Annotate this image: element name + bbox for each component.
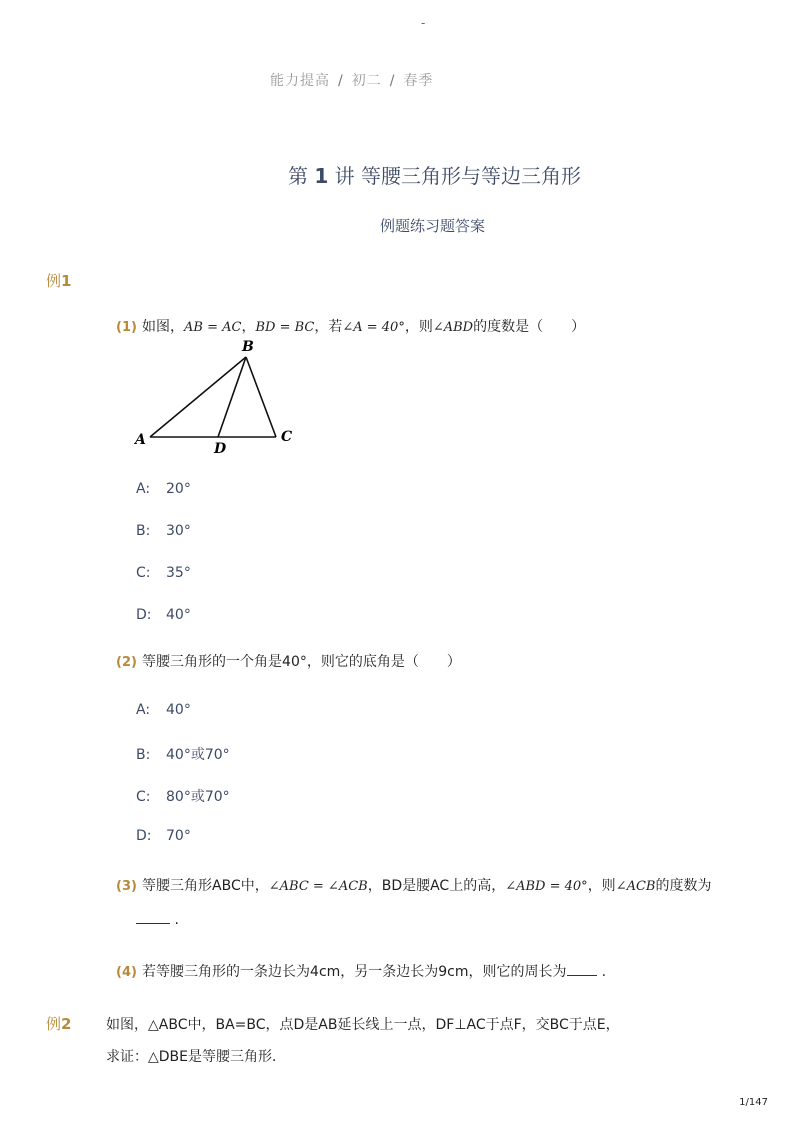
title-number: 1 [314, 164, 329, 188]
question-text: ， [241, 319, 256, 335]
option-letter: C: [136, 565, 151, 581]
label-c: C [281, 429, 293, 445]
breadcrumb-separator: / [338, 73, 344, 89]
math-expression: BD = BC [255, 320, 315, 335]
example-label-prefix: 例 [46, 272, 62, 290]
question-text: 等腰三角形ABC中， [142, 878, 269, 894]
breadcrumb [270, 70, 433, 90]
option-letter: B: [136, 523, 151, 539]
option-c[interactable] [136, 786, 230, 806]
example-label-number: 2 [61, 1015, 72, 1033]
question-text: ，若 [314, 319, 343, 335]
title-prefix: 第 [288, 164, 308, 188]
option-value: 80°或70° [166, 789, 230, 805]
option-value: 20° [166, 481, 191, 497]
option-b[interactable] [136, 744, 230, 764]
top-dash: - [421, 16, 426, 30]
math-expression: ∠ABD = 40° [505, 879, 588, 894]
example-label-number: 1 [61, 272, 72, 290]
page-title [288, 160, 581, 189]
option-c[interactable] [136, 565, 191, 581]
option-b[interactable] [136, 523, 191, 539]
option-d[interactable] [136, 828, 191, 844]
option-value: 40° [166, 702, 191, 718]
option-value: 70° [166, 828, 191, 844]
question-number: (1) [116, 320, 137, 335]
question-1 [116, 316, 585, 336]
option-letter: D: [136, 607, 152, 623]
segment-bc [246, 357, 276, 437]
question-text: 等腰三角形的一个角是40°，则它的底角是（ ） [142, 654, 461, 670]
question-text: 如图， [142, 319, 185, 335]
question-text: 的度数是（ ） [473, 319, 586, 335]
example-label-prefix: 例 [46, 1015, 62, 1033]
answer-blank-line [136, 911, 179, 928]
option-letter: A: [136, 481, 151, 497]
question-number: (3) [116, 879, 137, 894]
question-text: ，BD是腰AC上的高， [367, 878, 506, 894]
question-text: ，则 [404, 319, 433, 335]
option-letter: D: [136, 828, 152, 844]
option-d[interactable] [136, 607, 191, 623]
question-2 [116, 651, 461, 671]
option-value: 35° [166, 565, 191, 581]
page-subtitle: 例题练习题答案 [380, 217, 486, 235]
example-label [46, 270, 71, 291]
question-4 [116, 961, 606, 981]
option-letter: B: [136, 747, 151, 763]
option-value: 40°或70° [166, 747, 230, 763]
breadcrumb-item: 春季 [403, 73, 434, 89]
question-text: ，则 [587, 878, 616, 894]
example-2-text: 如图，△ABC中，BA=BC，点D是AB延长线上一点，DF⊥AC于点F，交BC于点E， [106, 1017, 620, 1033]
question-text: . [174, 912, 179, 928]
option-a[interactable] [136, 702, 191, 718]
answer-blank[interactable] [567, 963, 597, 976]
breadcrumb-item: 初二 [351, 73, 382, 89]
page-number: 1/147 [739, 1097, 768, 1108]
question-number: (2) [116, 655, 137, 670]
math-expression: ∠A = 40° [342, 320, 405, 335]
question-number: (4) [116, 965, 137, 980]
label-a: A [135, 432, 146, 448]
example-label [46, 1013, 71, 1034]
option-value: 40° [166, 607, 191, 623]
question-3 [116, 875, 711, 895]
math-expression: ∠ACB [615, 879, 656, 894]
option-letter: C: [136, 789, 151, 805]
label-d: D [214, 441, 227, 457]
option-value: 30° [166, 523, 191, 539]
triangle-figure [130, 338, 310, 458]
answer-blank[interactable] [136, 911, 170, 924]
breadcrumb-separator: / [389, 73, 396, 89]
math-expression: ∠ABC = ∠ACB [268, 879, 368, 894]
option-a[interactable] [136, 481, 191, 497]
title-suffix: 讲 等腰三角形与等边三角形 [334, 164, 581, 188]
example-2-proof: 求证：△DBE是等腰三角形． [106, 1049, 286, 1065]
math-expression: AB = AC [184, 320, 242, 335]
breadcrumb-item: 能力提高 [270, 73, 330, 89]
label-b: B [242, 339, 254, 355]
math-expression: ∠ABD [432, 320, 474, 335]
question-text: 的度数为 [655, 878, 712, 894]
question-text: . [601, 964, 607, 980]
question-text: 若等腰三角形的一条边长为4cm，另一条边长为9cm，则它的周长为 [142, 964, 567, 980]
option-letter: A: [136, 702, 151, 718]
